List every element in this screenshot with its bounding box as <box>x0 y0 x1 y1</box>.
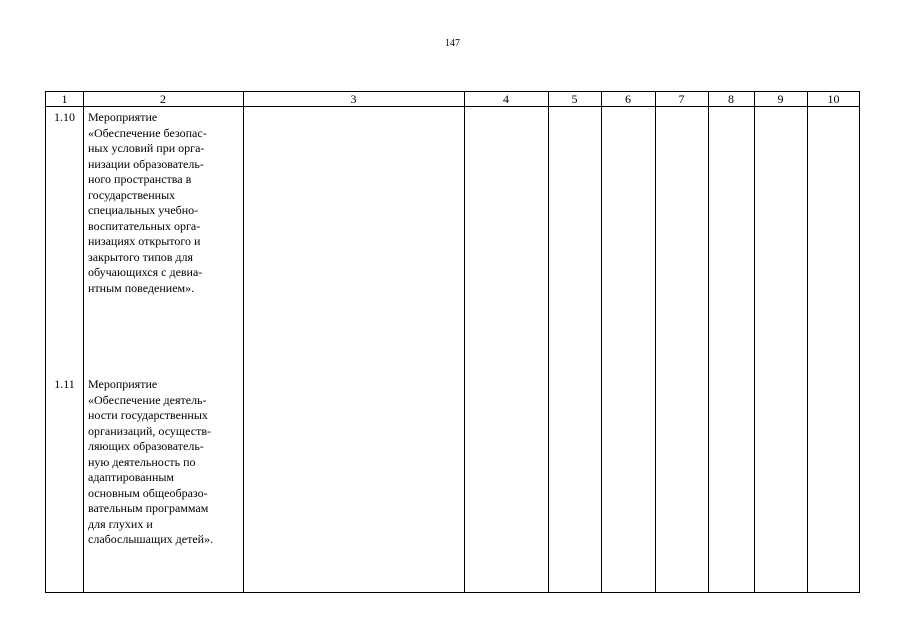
header-cell-8: 8 <box>728 92 734 106</box>
row-description: Мероприятие «Обеспечение деятель- ности государственных организаций, осуществ- ляющих образователь- ную деятельность по адаптированным основным общеобразо- вательным программам для глухих и слабослышащих детей». <box>88 377 214 546</box>
column-divider <box>655 92 656 592</box>
row-number: 1.10 <box>54 110 75 124</box>
program-table <box>45 91 860 593</box>
column-divider <box>464 92 465 592</box>
header-cell-1: 1 <box>61 92 68 106</box>
header-cell-5: 5 <box>571 92 578 106</box>
header-divider <box>46 106 859 107</box>
row-description: Мероприятие «Обеспечение безопас- ных условий при орга- низации образователь- ного пространства в государственных специальных учебно- воспитательных орга- низациях открытого и закрытого типов для обучающихся с девиа- нтным поведением». <box>88 110 207 295</box>
header-cell-4: 4 <box>503 92 509 106</box>
header-cell-10: 10 <box>827 92 840 106</box>
column-divider <box>601 92 602 592</box>
column-divider <box>83 92 84 592</box>
page-number: 147 <box>445 38 460 49</box>
header-cell-7: 7 <box>678 92 685 106</box>
column-divider <box>708 92 709 592</box>
column-divider <box>754 92 755 592</box>
row-number: 1.11 <box>54 377 75 391</box>
header-cell-3: 3 <box>350 92 357 106</box>
header-cell-6: 6 <box>625 92 631 106</box>
header-cell-2: 2 <box>160 92 166 106</box>
column-divider <box>807 92 808 592</box>
column-divider <box>548 92 549 592</box>
header-cell-9: 9 <box>777 92 784 106</box>
